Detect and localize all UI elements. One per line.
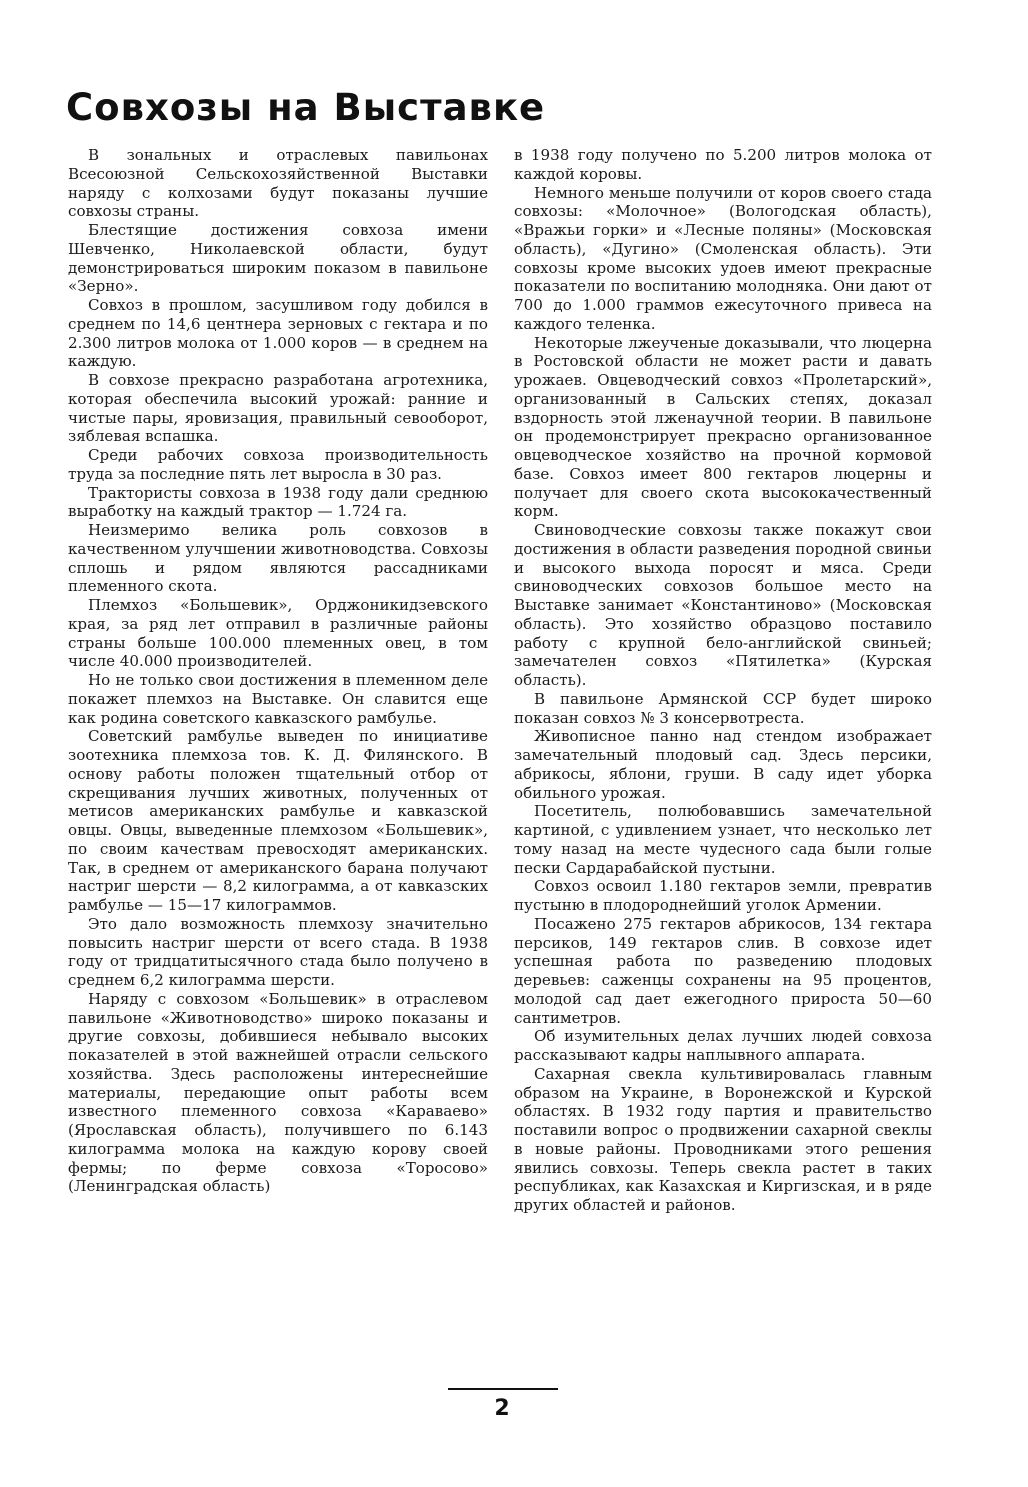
paragraph: Совхоз в прошлом, засушливом году добился в среднем по 14,6 центнера зерновых с гектара и по 2.300 литров молока от 1.000 коров — в среднем на каждую. <box>68 296 488 371</box>
paragraph: Трактористы совхоза в 1938 году дали среднюю выработку на каждый трактор — 1.724 га. <box>68 483 488 521</box>
paragraph: В зональных и отраслевых павильонах Всесоюзной Сельскохозяйственной Выставки наряду с колхозами будут показаны лучшие совхозы страны. <box>68 146 488 221</box>
paragraph: Некоторые лжеученые доказывали, что люцерна в Ростовской области не может расти и давать урожаев. Овцеводческий совхоз «Пролетарский», организованный в Сальских степях, доказал вздорность этой лженаучной теории. В павильоне он продемонстрирует прекрасно организованное овцеводческое хозяйство на прочной кормовой базе. Совхоз имеет 800 гектаров люцерны и получает для своего скота высококачественный корм. <box>514 333 932 521</box>
page-number: 2 <box>494 1396 510 1421</box>
paragraph: Совхоз освоил 1.180 гектаров земли, превратив пустыню в плодороднейший уголок Армении. <box>514 877 932 914</box>
paragraph: Об изумительных делах лучших людей совхоза рассказывают кадры наплывного аппарата. <box>514 1027 932 1064</box>
paragraph: Среди рабочих совхоза производительность труда за последние пять лет выросла в 30 раз. <box>68 446 488 483</box>
paragraph: Посажено 275 гектаров абрикосов, 134 гектара персиков, 149 гектаров слив. В совхозе идет успешная работа по разведению плодовых деревьев: саженцы сохранены на 95 процентов, молодой сад дает ежегодного прироста 50—60 сантиметров. <box>514 914 932 1027</box>
paragraph: В совхозе прекрасно разработана агротехника, которая обеспечила высокий урожай: ранние и чистые пары, яровизация, правильный севооборот, зяблевая вспашка. <box>68 371 488 446</box>
paragraph: Блестящие достижения совхоза имени Шевченко, Николаевской области, будут демонстрироваться широким показом в павильоне «Зерно». <box>68 221 488 296</box>
paragraph: Но не только свои достижения в племенном деле покажет племхоз на Выставке. Он славится еще как родина советского кавказского рамбулье. <box>68 671 488 727</box>
paragraph: Племхоз «Большевик», Орджоникидзевского края, за ряд лет отправил в различные районы страны больше 100.000 племенных овец, в том числе 40.000 производителей. <box>68 596 488 671</box>
paragraph: Немного меньше получили от коров своего стада совхозы: «Молочное» (Вологодская область), «Вражьи горки» и «Лесные поляны» (Московская область), «Дугино» (Смоленская область). Эти совхозы кроме высоких удоев имеют прекрасные показатели по воспитанию молодняка. Они дают от 700 до 1.000 граммов ежесуточного привеса на каждого теленка. <box>514 183 932 333</box>
article-column-left <box>68 146 488 1196</box>
paragraph: Наряду с совхозом «Большевик» в отраслевом павильоне «Животноводство» широко показаны и другие совхозы, добившиеся небывало высоких показателей в этой важнейшей отрасли сельского хозяйства. Здесь расположены интереснейшие материалы, передающие опыт работы всем известного племенного совхоза «Караваево» (Ярославская область), получившего по 6.143 килограмма молока на каждую корову своей фермы; по ферме совхоза «Торосово» (Ленинградская область) <box>68 989 488 1196</box>
paragraph: Живописное панно над стендом изображает замечательный плодовый сад. Здесь персики, абрикосы, яблони, груши. В саду идет уборка обильного урожая. <box>514 727 932 802</box>
paragraph-continued: в 1938 году получено по 5.200 литров молока от каждой коровы. <box>514 146 932 183</box>
paragraph: Это дало возможность племхозу значительно повысить настриг шерсти от всего стада. В 1938 году от тридцатитысячного стада было получено в среднем 6,2 килограмма шерсти. <box>68 914 488 989</box>
page-number-rule <box>448 1388 558 1390</box>
paragraph: Сахарная свекла культивировалась главным образом на Украине, в Воронежской и Курской областях. В 1932 году партия и правительство поставили вопрос о продвижении сахарной свеклы в новые районы. Проводниками этого решения явились совхозы. Теперь свекла растет в таких республиках, как Казахская и Киргизская, и в ряде других областей и районов. <box>514 1064 932 1214</box>
paragraph: Свиноводческие совхозы также покажут свои достижения в области разведения породной свиньи и высокого выхода поросят и мяса. Среди свиноводческих совхозов большое место на Выставке занимает «Константиново» (Московская область). Это хозяйство образцово поставило работу с крупной бело-английской свиньей; замечателен совхоз «Пятилетка» (Курская область). <box>514 521 932 689</box>
paragraph: Посетитель, полюбовавшись замечательной картиной, с удивлением узнает, что несколько лет тому назад на месте чудесного сада были голые пески Сардарабайской пустыни. <box>514 802 932 877</box>
paragraph: Неизмеримо велика роль совхозов в качественном улучшении животноводства. Совхозы сплошь и рядом являются рассадниками племенного скота. <box>68 521 488 596</box>
paragraph: Советский рамбулье выведен по инициативе зоотехника племхоза тов. К. Д. Филянского. В основу работы положен тщательный отбор от скрещивания лучших животных, полученных от метисов американских рамбулье и кавказской овцы. Овцы, выведенные племхозом «Большевик», по своим качествам превосходят американских. Так, в среднем от американского барана получают настриг шерсти — 8,2 килограмма, а от кавказских рамбулье — 15—17 килограммов. <box>68 727 488 914</box>
page-title: Совхозы на Выставке <box>66 86 546 129</box>
article-column-right <box>514 146 932 1215</box>
paragraph: В павильоне Армянской ССР будет широко показан совхоз № 3 консервотреста. <box>514 689 932 727</box>
